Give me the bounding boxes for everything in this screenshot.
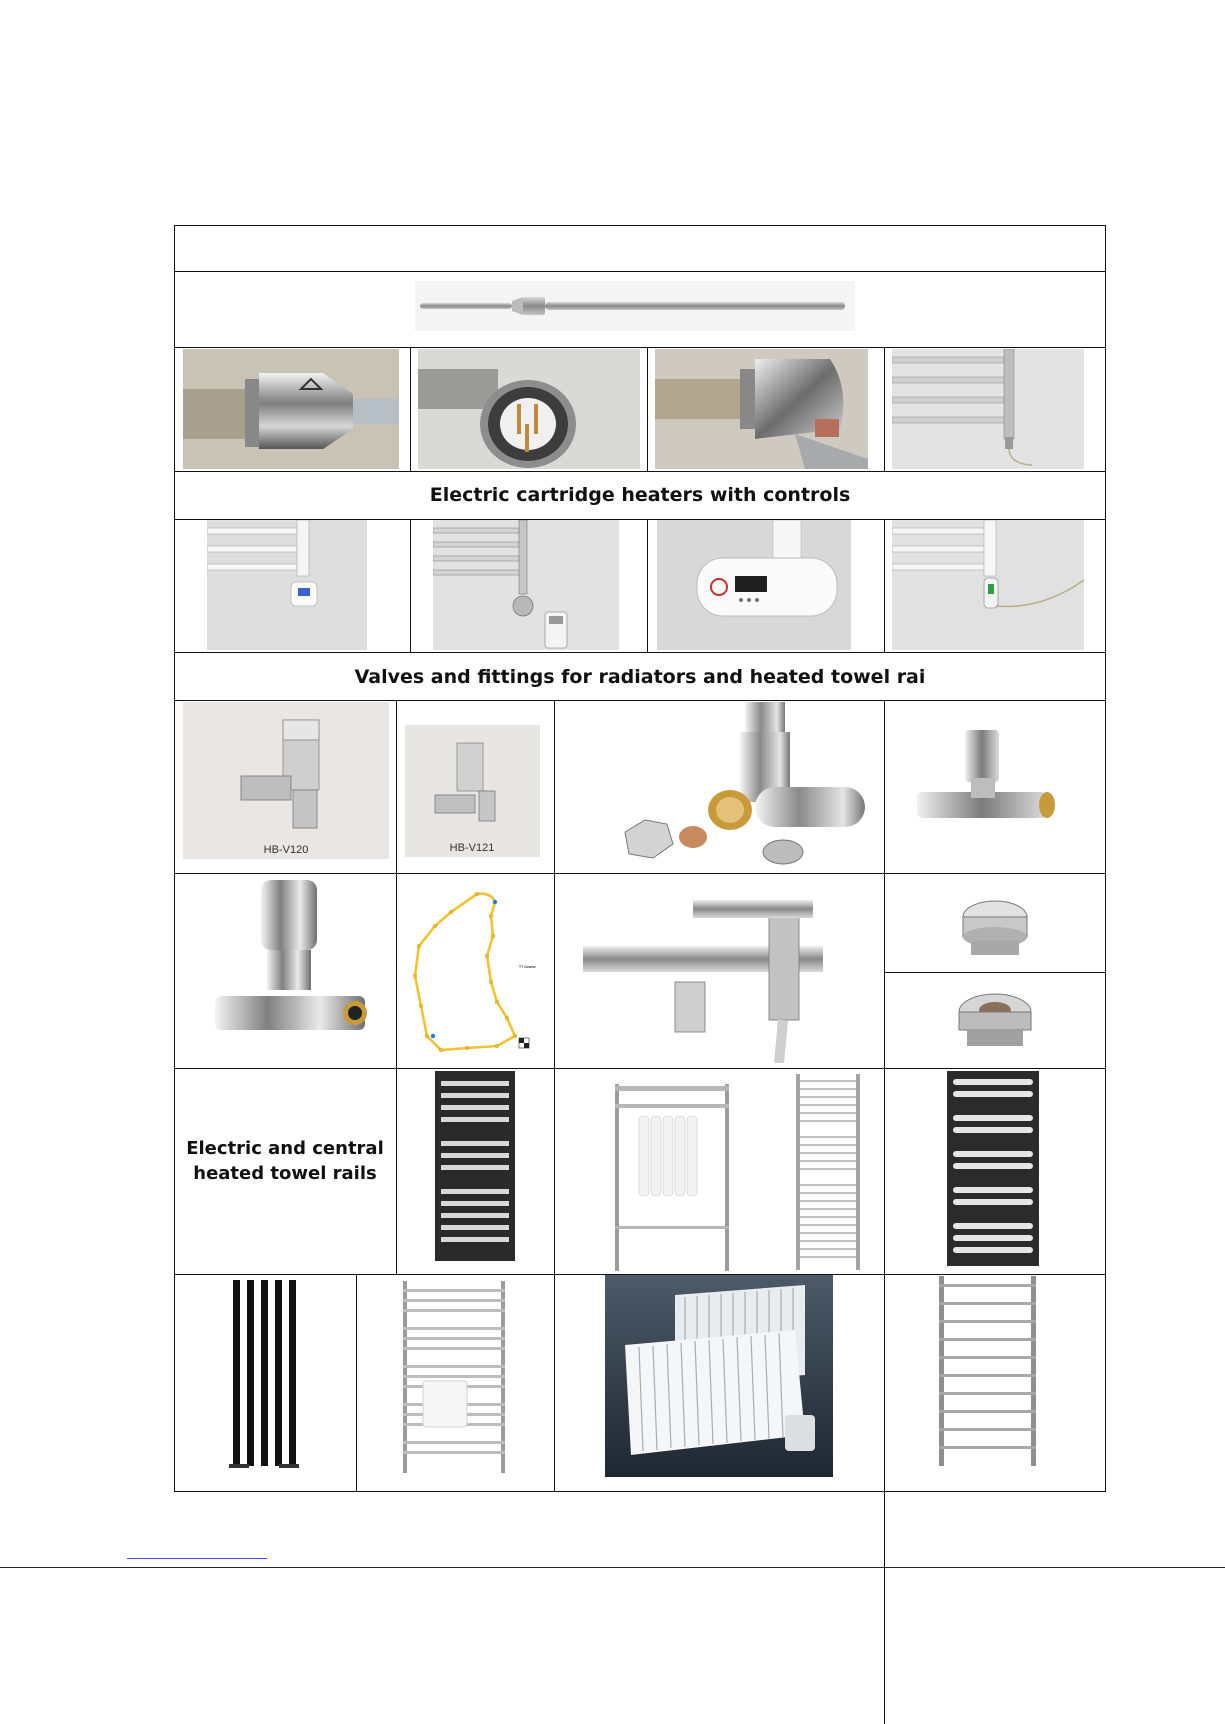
section-heading-towel-rails: Electric and central heated towel rails	[186, 1138, 384, 1184]
row-divider	[175, 652, 1105, 653]
section-heading-cartridge-heaters: Electric cartridge heaters with controls	[429, 484, 851, 506]
white-rail-thermostat-photo	[207, 520, 367, 650]
row-divider	[175, 471, 1105, 472]
footnote-link-underline[interactable]	[127, 1558, 267, 1559]
rail-controller-cable-photo	[892, 520, 1084, 650]
curved-chrome-ladder-rail-photo	[792, 1074, 866, 1270]
column-divider	[410, 519, 411, 652]
stainless-ladder-rail-photo	[931, 1276, 1041, 1470]
column-divider	[884, 519, 885, 652]
column-divider	[410, 347, 411, 471]
tt-course-map-image	[407, 886, 547, 1058]
cartridge-connector-photo	[183, 349, 399, 469]
row-divider	[175, 873, 1105, 874]
column-divider	[647, 519, 648, 652]
section-heading-valves-fittings: Valves and fittings for radiators and heated towel rai	[354, 666, 926, 688]
chrome-rail-with-towel-photo	[395, 1281, 515, 1476]
column-divider	[884, 700, 885, 1724]
black-vertical-column-radiator-photo	[219, 1278, 307, 1474]
product-catalog-table	[174, 225, 1106, 1492]
valve-connected-to-rail-photo	[583, 900, 823, 1063]
row-divider	[175, 347, 1105, 348]
square-angled-valve-hb-v120-photo	[183, 702, 389, 859]
radiator-blanking-plug-photo	[935, 881, 1055, 969]
dual-fuel-tee-valve-kit-photo	[595, 702, 870, 872]
radiator-reducing-bush-photo	[935, 978, 1055, 1064]
cartridge-cable-head-photo	[655, 349, 868, 469]
square-straight-valve-hb-v121-photo	[405, 725, 540, 857]
map-title: TT Course	[519, 965, 536, 969]
thermostatic-radiator-valve-photo	[195, 876, 385, 1066]
modern-chrome-designer-rail-photo	[947, 1071, 1039, 1266]
column-divider	[396, 700, 397, 1274]
towel-rail-with-element-photo	[892, 349, 1084, 469]
model-code-hb-v120: HB-V120	[263, 844, 309, 856]
column-divider	[884, 347, 885, 471]
digital-thermostat-photo	[657, 520, 851, 650]
column-divider	[647, 347, 648, 471]
row-divider	[175, 700, 1105, 701]
column-divider	[554, 700, 555, 1274]
row-divider	[175, 271, 1105, 272]
page-footer-rule	[0, 1567, 1225, 1568]
row-divider	[175, 1068, 1105, 1069]
cartridge-pins-photo	[418, 349, 640, 469]
black-chrome-towel-rail-photo	[427, 1071, 523, 1271]
column-divider	[356, 1274, 357, 1491]
panel-radiators-photo	[605, 1275, 833, 1477]
round-straight-valve-photo	[897, 722, 1073, 862]
heating-element-rod-photo	[415, 281, 855, 331]
column-divider	[554, 1274, 555, 1491]
row-divider	[884, 972, 1105, 973]
model-code-hb-v121: HB-V121	[449, 842, 495, 854]
traditional-column-rail-photo	[595, 1076, 757, 1271]
chrome-rail-remote-control-photo	[433, 520, 619, 650]
